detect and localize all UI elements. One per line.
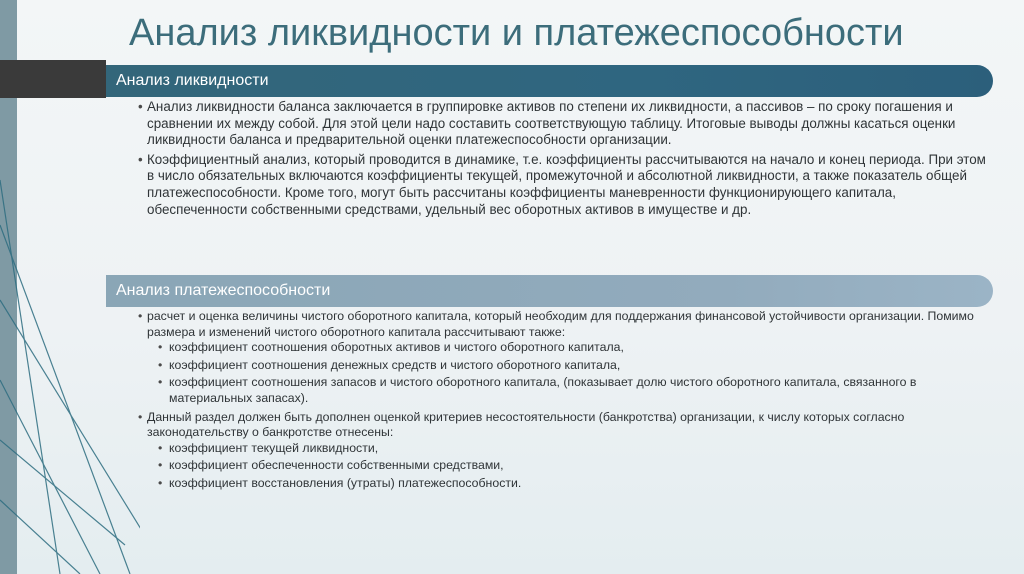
list-item-text: расчет и оценка величины чистого оборотного капитала, который необходим для поддержания финансовой устойчивости организации. Помимо размера и изменений чистого оборотного капитала рассчитывают также: (147, 309, 974, 339)
list-item-text: Данный раздел должен быть дополнен оценкой критериев несостоятельности (банкротства) организации, к числу которых согласно законодательству о банкротстве отнесены: (147, 409, 905, 440)
section-header-liquidity: Анализ ликвидности (106, 65, 993, 97)
sub-list-item: • коэффициент обеспеченности собственными средствами, (147, 458, 993, 474)
sub-list (147, 340, 993, 406)
slide-title: Анализ ликвидности и платежеспособности (129, 12, 904, 54)
section-header-solvency: Анализ платежеспособности (106, 275, 993, 307)
sub-list-item: • коэффициент восстановления (утраты) платежеспособности. (147, 476, 993, 492)
list-item: • Анализ ликвидности баланса заключается в группировке активов по степени их ликвидности, а пассивов – по сроку погашения и сравнении их между собой. Для этой цели надо составить соответствующую таблицу. Итоговые выводы должны касаться оценки ликвидности баланса и предварительной оценки платежеспособности организации. (135, 99, 993, 149)
sub-list-item: • коэффициент соотношения денежных средств и чистого оборотного капитала, (147, 358, 993, 374)
liquidity-list (135, 99, 993, 218)
list-item (135, 410, 993, 492)
title-marker (0, 60, 106, 98)
sub-list-item: • коэффициент соотношения оборотных активов и чистого оборотного капитала, (147, 340, 993, 356)
sub-list-item: • коэффициент текущей ликвидности, (147, 441, 993, 457)
solvency-list (135, 309, 993, 492)
liquidity-content (135, 99, 993, 221)
list-item: • Коэффициентный анализ, который проводится в динамике, т.е. коэффициенты рассчитываются на начало и конец периода. При этом в число обязательных включаются коэффициенты текущей, промежуточной и абсолютной ликвидности, а также показатель общей платежеспособности. Кроме того, могут быть рассчитаны коэффициенты маневренности функционирующего капитала, обеспеченности собственными средствами, удельный вес оборотных активов в имуществе и др. (135, 152, 993, 218)
solvency-content (135, 309, 993, 495)
list-item (135, 309, 993, 407)
sub-list (147, 441, 993, 492)
sub-list-item: • коэффициент соотношения запасов и чистого оборотного капитала, (показывает долю чистого оборотного капитала, связанного в материальных запасах). (147, 375, 993, 406)
